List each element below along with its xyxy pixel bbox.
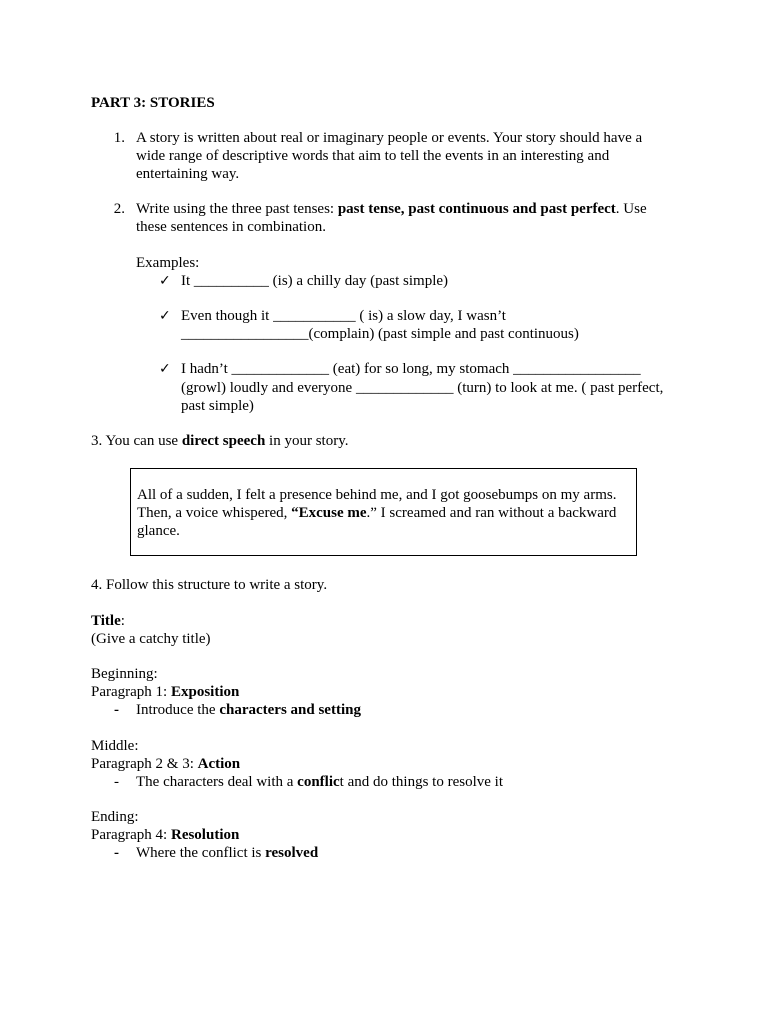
ending-paragraph: Paragraph 4: Resolution (91, 827, 240, 843)
check-icon: ✓ (159, 308, 171, 324)
example-1: It __________ (is) a chilly day (past simple) (181, 273, 449, 289)
middle-paragraph: Paragraph 2 & 3: Action (91, 756, 241, 772)
bullet-dash: - (114, 702, 119, 718)
item1-line3: entertaining way. (136, 166, 240, 182)
beginning-paragraph: Paragraph 1: Exposition (91, 684, 240, 700)
item4-text: 4. Follow this structure to write a story. (91, 577, 328, 593)
list-number-1: 1. (113, 130, 125, 146)
check-icon: ✓ (159, 361, 171, 377)
section-heading: PART 3: STORIES (91, 95, 215, 111)
example-2-line1: Even though it ___________ ( is) a slow day, I wasn’t (181, 308, 506, 324)
item1-line2: wide range of descriptive words that aim to tell the events in an interesting and (136, 148, 610, 164)
speech-box-line3: glance. (137, 523, 180, 539)
ending-label: Ending: (91, 809, 139, 825)
title-hint: (Give a catchy title) (91, 631, 211, 647)
example-3-line2: (growl) loudly and everyone _____________ (turn) to look at me. ( past perfect, (181, 380, 664, 396)
middle-bullet: The characters deal with a conflict and do things to resolve it (136, 774, 503, 790)
example-2-line2: _________________(complain) (past simple and past continuous) (181, 326, 579, 342)
bullet-dash: - (114, 774, 119, 790)
speech-box-line2: Then, a voice whispered, “Excuse me.” I screamed and ran without a backward (137, 505, 617, 521)
example-3-line1: I hadn’t _____________ (eat) for so long, my stomach _________________ (181, 361, 641, 377)
example-3-line3: past simple) (181, 398, 254, 414)
speech-box-line1: All of a sudden, I felt a presence behind me, and I got goosebumps on my arms. (137, 487, 617, 503)
ending-bullet: Where the conflict is resolved (136, 845, 319, 861)
item2-line1: Write using the three past tenses: past tense, past continuous and past perfect. Use (136, 201, 647, 217)
item1-line1: A story is written about real or imaginary people or events. Your story should have a (136, 130, 643, 146)
beginning-label: Beginning: (91, 666, 158, 682)
item3-text: 3. You can use direct speech in your story. (91, 433, 349, 449)
item2-line2: these sentences in combination. (136, 219, 326, 235)
bullet-dash: - (114, 845, 119, 861)
check-icon: ✓ (159, 273, 171, 289)
middle-label: Middle: (91, 738, 139, 754)
title-label: Title: (91, 613, 125, 629)
examples-label: Examples: (136, 255, 200, 271)
beginning-bullet: Introduce the characters and setting (136, 702, 361, 718)
list-number-2: 2. (113, 201, 125, 217)
